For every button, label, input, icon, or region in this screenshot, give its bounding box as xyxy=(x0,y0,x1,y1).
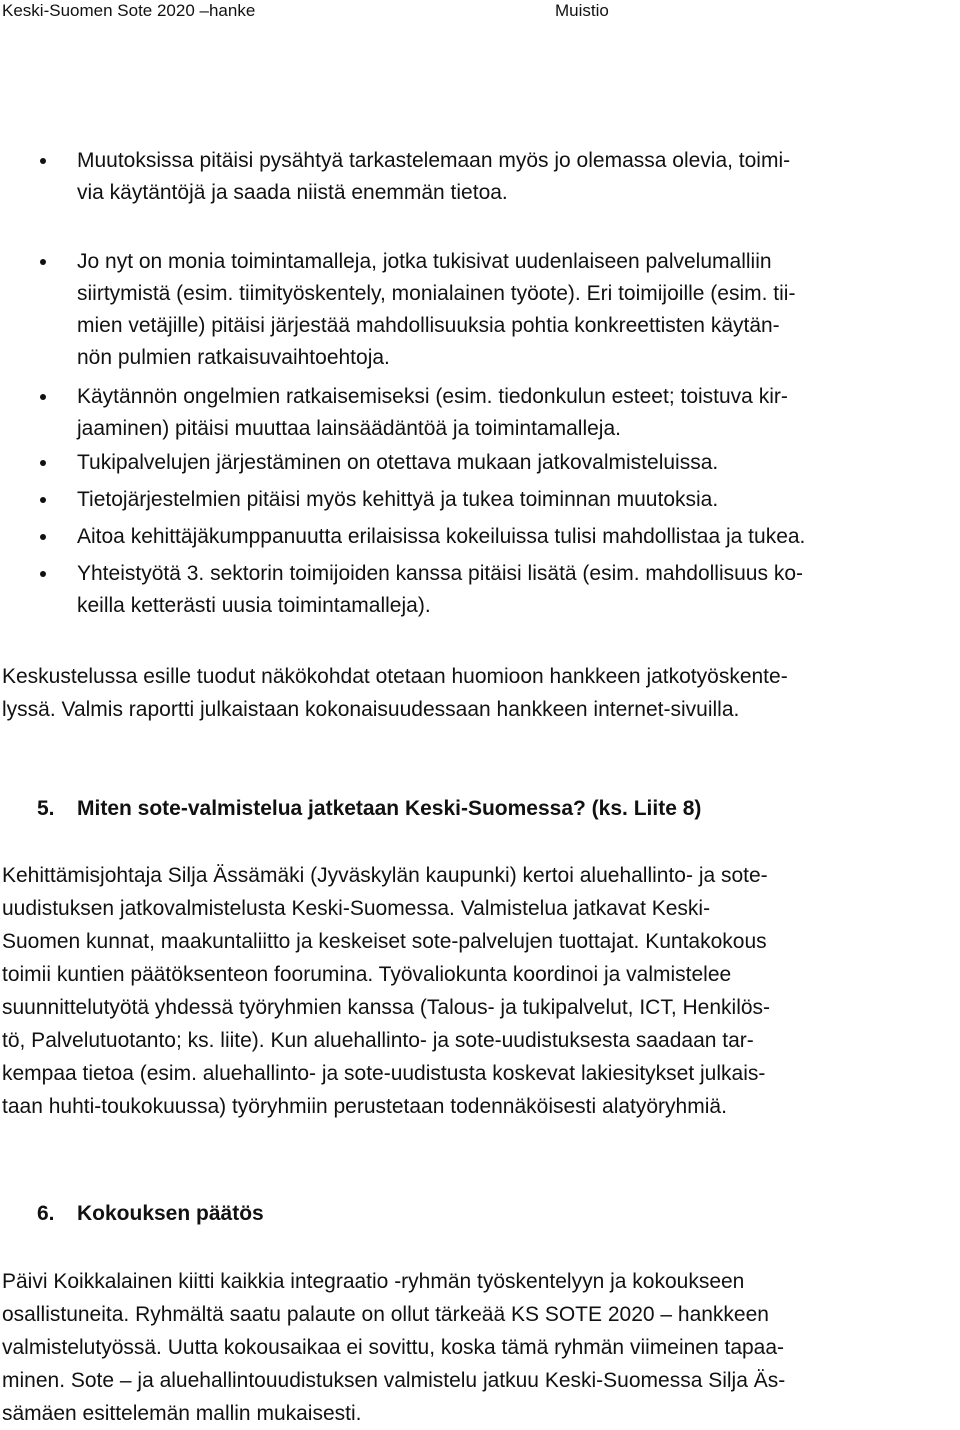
section-5-number: 5. xyxy=(37,797,55,820)
bullet-icon xyxy=(40,259,46,265)
header-document-type: Muistio xyxy=(555,1,609,20)
section-5-heading xyxy=(37,794,701,824)
list-item-text: Tukipalvelujen järjestäminen on otettava mukaan jatkovalmisteluissa. xyxy=(77,451,719,474)
bullet-icon xyxy=(40,394,46,400)
section-6-number: 6. xyxy=(37,1202,55,1225)
list-item-text: Käytännön ongelmien ratkaisemiseksi (esim. tiedonkulun esteet; toistuva kir- jaaminen) pitäisi muuttaa lainsäädäntöä ja toimintamalleja. xyxy=(77,385,788,440)
page-header xyxy=(0,0,960,22)
list-item-text: Muutoksissa pitäisi pysähtyä tarkastelemaan myös jo olemassa olevia, toimi- via käytäntöjä ja saada niistä enemmän tietoa. xyxy=(77,149,791,204)
section-5-title: Miten sote-valmistelua jatketaan Keski-Suomessa? (ks. Liite 8) xyxy=(77,797,702,820)
bullet-icon xyxy=(40,497,46,503)
list-item-text: Tietojärjestelmien pitäisi myös kehittyä ja tukea toiminnan muutoksia. xyxy=(77,488,719,511)
bullet-icon xyxy=(40,534,46,540)
paragraph-discussion-summary: Keskustelussa esille tuodut näkökohdat otetaan huomioon hankkeen jatkotyöskente- lyssä. Valmis raportti julkaistaan kokonaisuudessaan hankkeen internet-sivuilla. xyxy=(2,665,788,721)
section-6-title: Kokouksen päätös xyxy=(77,1202,264,1225)
paragraph-meeting-decision: Päivi Koikkalainen kiitti kaikkia integraatio -ryhmän työskentelyyn ja kokoukseen osallistuneita. Ryhmältä saatu palaute on ollut tärkeää KS SOTE 2020 – hankkeen valmistelutyössä. Uutta kokousaikaa ei sovittu, koska tämä ryhmän viimeinen tapaa- minen. Sote – ja aluehallintouudistuksen valmistelu jatkuu Keski-Suomessa Silja Äs- sämäen esittelemän mallin mukaisesti. xyxy=(2,1270,786,1425)
list-item-text: Jo nyt on monia toimintamalleja, jotka tukisivat uudenlaiseen palvelumalliin siirtymistä (esim. tiimityöskentely, monialainen työote). Eri toimijoille (esim. tii- mien vetäjille) pitäisi järjestää mahdollisuuksia pohtia konkreettisten käytän- nön pulmien ratkaisuvaihtoehtoja. xyxy=(77,250,796,369)
list-item-text: Aitoa kehittäjäkumppanuutta erilaisissa kokeiluissa tulisi mahdollistaa ja tukea. xyxy=(77,525,806,548)
paragraph-sote-preparation: Kehittämisjohtaja Silja Ässämäki (Jyväskylän kaupunki) kertoi aluehallinto- ja sote- uudistuksen jatkovalmistelusta Keski-Suomessa. Valmistelua jatkavat Keski- Suomen kunnat, maakuntaliitto ja keskeiset sote-palvelujen tuottajat. Kuntakokous toimii kuntien päätöksenteon foorumina. Työvaliokunta koordinoi ja valmistelee suunnittelutyötä yhdessä työryhmien kanssa (Talous- ja tukipalvelut, ICT, Henkilös- tö, Palvelutuotanto; ks. liite). Kun aluehallinto- ja sote-uudistuksesta saadaan tar- kempaa tietoa (esim. aluehallinto- ja sote-uudistusta koskevat lakiesitykset julkais- taan huhti-toukokuussa) työryhmiin perustetaan todennäköisesti alatyöryhmiä. xyxy=(2,864,771,1118)
section-6-heading xyxy=(37,1199,264,1229)
header-project-title: Keski-Suomen Sote 2020 –hanke xyxy=(2,1,256,20)
bullet-icon xyxy=(40,158,46,164)
bullet-icon xyxy=(40,571,46,577)
bullet-icon xyxy=(40,460,46,466)
list-item-text: Yhteistyötä 3. sektorin toimijoiden kanssa pitäisi lisätä (esim. mahdollisuus ko- keilla ketterästi uusia toimintamalleja). xyxy=(77,562,803,617)
